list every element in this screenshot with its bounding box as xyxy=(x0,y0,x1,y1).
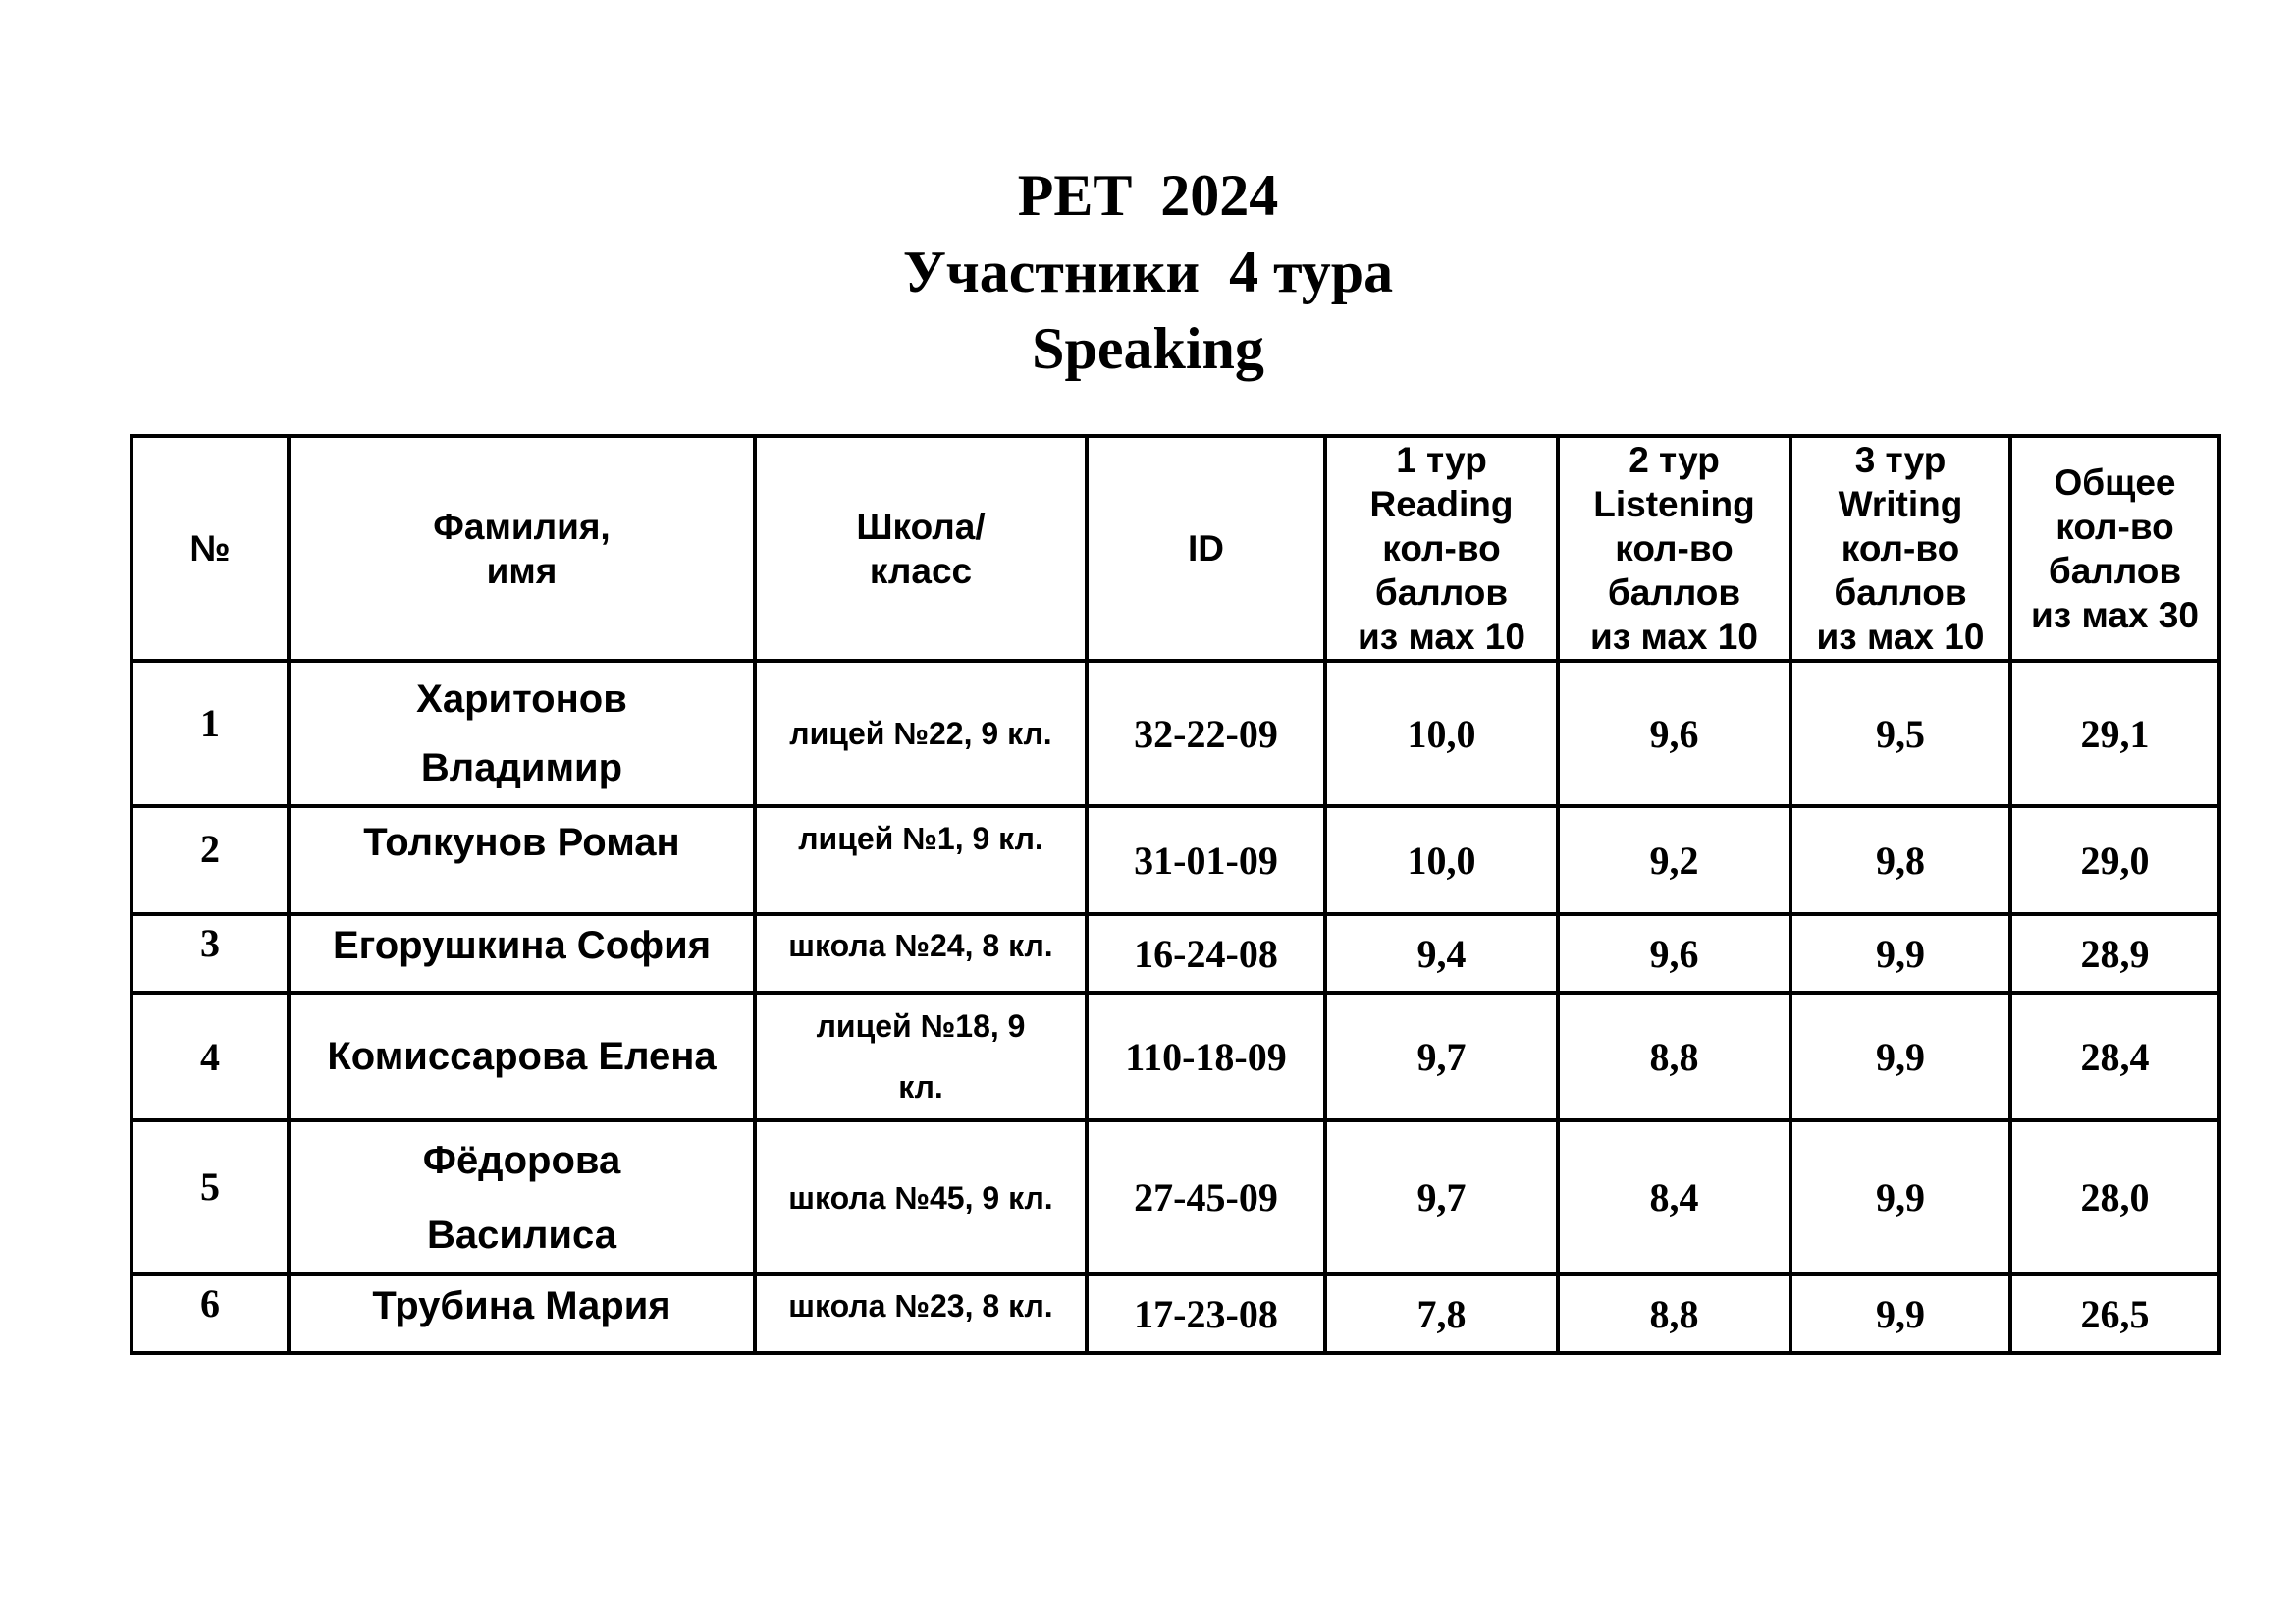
cell-num: 3 xyxy=(132,914,289,993)
cell-total: 28,4 xyxy=(2010,993,2219,1120)
table-row xyxy=(132,661,2219,806)
cell-num: 4 xyxy=(132,993,289,1120)
cell-school: школа №23, 8 кл. xyxy=(755,1274,1087,1353)
cell-name: Егорушкина София xyxy=(289,914,755,993)
cell-round2: 8,8 xyxy=(1558,993,1790,1120)
cell-round1: 10,0 xyxy=(1325,806,1558,914)
cell-name: Комиссарова Елена xyxy=(289,993,755,1120)
results-table xyxy=(130,434,2221,1355)
table-header-row xyxy=(132,436,2219,661)
cell-round1: 9,7 xyxy=(1325,1120,1558,1274)
cell-round1: 10,0 xyxy=(1325,661,1558,806)
cell-id: 32-22-09 xyxy=(1087,661,1325,806)
cell-name: Фёдорова Василиса xyxy=(289,1120,755,1274)
title-line-1: PET 2024 xyxy=(1017,163,1279,228)
cell-total: 28,9 xyxy=(2010,914,2219,993)
cell-total: 29,0 xyxy=(2010,806,2219,914)
table-row xyxy=(132,914,2219,993)
table-row xyxy=(132,806,2219,914)
cell-school: школа №45, 9 кл. xyxy=(755,1120,1087,1274)
cell-round2: 9,6 xyxy=(1558,661,1790,806)
cell-round3: 9,9 xyxy=(1790,1120,2010,1274)
cell-num: 2 xyxy=(132,806,289,914)
cell-total: 26,5 xyxy=(2010,1274,2219,1353)
cell-round1: 9,7 xyxy=(1325,993,1558,1120)
cell-num: 1 xyxy=(132,661,289,806)
cell-id: 110-18-09 xyxy=(1087,993,1325,1120)
header-name: Фамилия, имя xyxy=(289,436,755,661)
cell-total: 29,1 xyxy=(2010,661,2219,806)
cell-school: лицей №1, 9 кл. xyxy=(755,806,1087,914)
header-id: ID xyxy=(1087,436,1325,661)
table-row xyxy=(132,1120,2219,1274)
cell-round1: 9,4 xyxy=(1325,914,1558,993)
cell-id: 27-45-09 xyxy=(1087,1120,1325,1274)
cell-school: школа №24, 8 кл. xyxy=(755,914,1087,993)
cell-id: 17-23-08 xyxy=(1087,1274,1325,1353)
header-round1: 1 тур Reading кол-во баллов из мах 10 xyxy=(1325,436,1558,661)
cell-total: 28,0 xyxy=(2010,1120,2219,1274)
cell-id: 31-01-09 xyxy=(1087,806,1325,914)
cell-round2: 9,6 xyxy=(1558,914,1790,993)
cell-round3: 9,9 xyxy=(1790,993,2010,1120)
cell-name: Толкунов Роман xyxy=(289,806,755,914)
cell-round2: 8,8 xyxy=(1558,1274,1790,1353)
cell-round2: 9,2 xyxy=(1558,806,1790,914)
cell-num: 6 xyxy=(132,1274,289,1353)
cell-round3: 9,5 xyxy=(1790,661,2010,806)
header-school: Школа/ класс xyxy=(755,436,1087,661)
cell-school: лицей №18, 9 кл. xyxy=(755,993,1087,1120)
table-row xyxy=(132,1274,2219,1353)
cell-round3: 9,9 xyxy=(1790,914,2010,993)
cell-name: Харитонов Владимир xyxy=(289,661,755,806)
cell-round3: 9,8 xyxy=(1790,806,2010,914)
cell-num: 5 xyxy=(132,1120,289,1274)
document-title xyxy=(0,157,2296,387)
header-total: Общее кол-во баллов из мах 30 xyxy=(2010,436,2219,661)
cell-round2: 8,4 xyxy=(1558,1120,1790,1274)
cell-round3: 9,9 xyxy=(1790,1274,2010,1353)
cell-school: лицей №22, 9 кл. xyxy=(755,661,1087,806)
title-line-2: Участники 4 тура xyxy=(902,240,1394,304)
table-row xyxy=(132,993,2219,1120)
cell-round1: 7,8 xyxy=(1325,1274,1558,1353)
cell-name: Трубина Мария xyxy=(289,1274,755,1353)
header-num: № xyxy=(132,436,289,661)
title-line-3: Speaking xyxy=(1032,316,1264,381)
header-round2: 2 тур Listening кол-во баллов из мах 10 xyxy=(1558,436,1790,661)
header-round3: 3 тур Writing кол-во баллов из мах 10 xyxy=(1790,436,2010,661)
cell-id: 16-24-08 xyxy=(1087,914,1325,993)
